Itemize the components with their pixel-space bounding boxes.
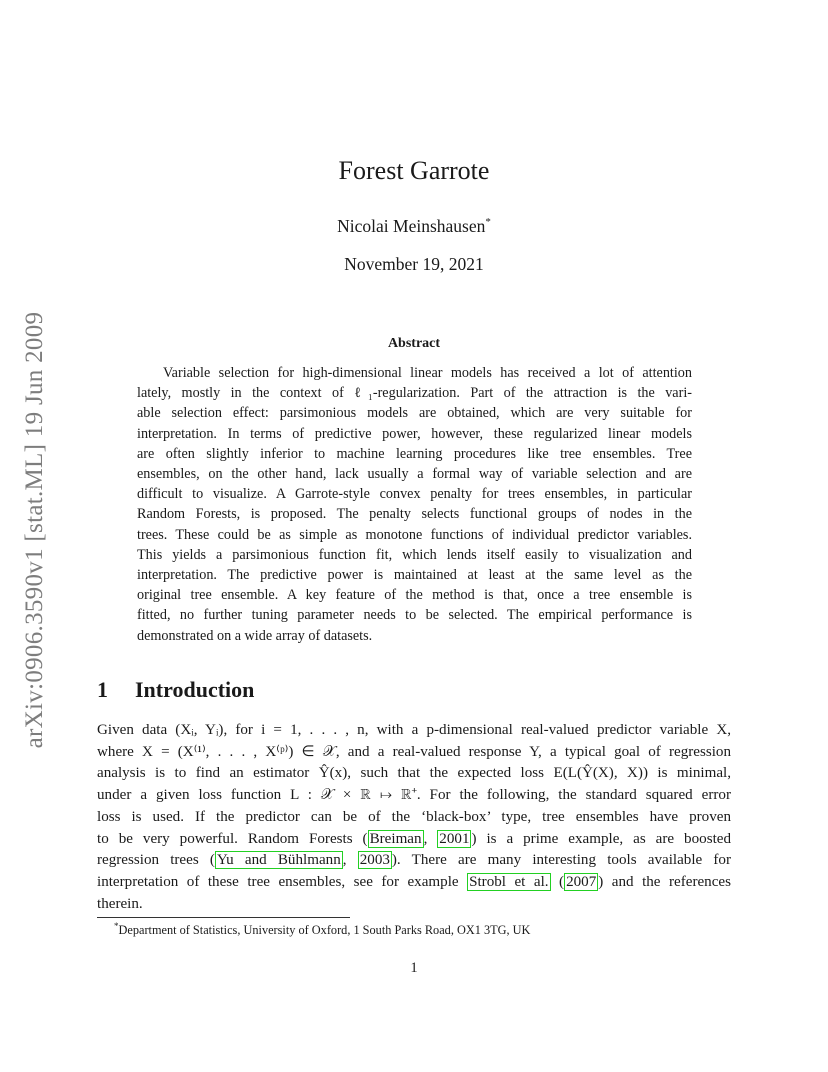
text-span: , <box>342 852 358 869</box>
abstract-line: ensembles, on the other hand, lack usually a formal way of variable selection and are <box>137 466 692 483</box>
text-span: , <box>423 830 438 847</box>
author-name: Nicolai Meinshausen <box>337 216 486 236</box>
citation-link-strobl[interactable]: Strobl et al. <box>469 873 549 890</box>
intro-line <box>97 829 731 851</box>
abstract-line: trees. These could be as simple as monotone functions of individual predictor variables. <box>137 526 692 543</box>
footnote <box>114 921 530 938</box>
abstract-line: Variable selection for high-dimensional linear models has received a lot of attention <box>163 365 692 381</box>
text-span: to be very powerful. Random Forests ( <box>97 830 368 847</box>
abstract-line: interpretation. The predictive power is maintained at least at the same level as the <box>137 567 692 584</box>
intro-line <box>97 872 731 894</box>
citation-year-link-2001[interactable]: 2001 <box>439 830 470 847</box>
paper-title: Forest Garrote <box>338 156 490 185</box>
text-span: regression trees ( <box>97 852 215 869</box>
abstract-line: original tree ensemble. A key feature of the method is that, once a tree ensemble is <box>137 587 692 604</box>
citation-link-yu-buhlmann[interactable]: Yu and Bühlmann <box>216 852 341 869</box>
text-span: ( <box>550 873 565 890</box>
intro-line: under a given loss function L : 𝒳 × ℝ ↦ ℝ⁺. For the following, the standard squared error <box>97 787 731 804</box>
abstract-line: Random Forests, is proposed. The penalty selects functional groups of nodes in the <box>137 506 692 523</box>
abstract-line: This yields a parsimonious function fit, which lends itself easily to visualization and <box>137 546 692 563</box>
abstract-line: interpretation. In terms of predictive power, however, these regularized linear models <box>137 425 692 442</box>
citation-year-link-2003[interactable]: 2003 <box>359 852 390 869</box>
abstract-line: fitted, no further tuning parameter needs to be selected. The empirical performance is <box>137 607 692 624</box>
intro-line: Given data (Xᵢ, Yᵢ), for i = 1, . . . , n, with a p-dimensional real-valued predictor variable X, <box>97 722 731 738</box>
section-number: 1 <box>97 677 108 702</box>
abstract-heading: Abstract <box>387 336 441 351</box>
intro-line <box>97 850 731 872</box>
footnote-mark: * <box>114 921 119 931</box>
abstract-line: lately, mostly in the context of ℓ₁-regularization. Part of the attraction is the vari- <box>137 385 692 402</box>
section-heading <box>97 677 254 703</box>
footnote-text: Department of Statistics, University of Oxford, 1 South Parks Road, OX1 3TG, UK <box>118 923 531 938</box>
abstract-line: able selection effect: parsimonious models are obtained, which are very suitable for <box>137 405 692 422</box>
introduction-body <box>97 720 731 915</box>
section-title: Introduction <box>135 677 255 702</box>
intro-line: loss is used. If the predictor can be of the ‘black-box’ type, tree ensembles have proven <box>97 808 731 825</box>
author-footnote-mark: * <box>485 216 491 229</box>
intro-line: analysis is to find an estimator Ŷ(x), such that the expected loss E(L(Ŷ(X), X)) is minimal, <box>97 765 731 782</box>
abstract-body <box>137 363 692 646</box>
author-line <box>0 216 828 237</box>
abstract-line: demonstrated on a wide array of datasets. <box>137 627 373 644</box>
intro-line: where X = (X⁽¹⁾, . . . , X⁽ᵖ⁾) ∈ 𝒳, and a real-valued response Y, a typical goal of regression <box>97 743 731 760</box>
abstract-line: are often slightly inferior to machine learning procedures like tree ensembles. Tree <box>137 445 692 462</box>
paper-date: November 19, 2021 <box>344 254 484 274</box>
text-span: ) and the references <box>598 873 731 890</box>
footnote-divider <box>97 917 350 918</box>
citation-link-breiman[interactable]: Breiman <box>369 830 422 847</box>
page-number: 1 <box>410 960 418 976</box>
arxiv-sidebar <box>10 290 60 770</box>
text-span: interpretation of these tree ensembles, see for example <box>97 873 468 890</box>
text-span: ). There are many interesting tools available for <box>391 852 731 869</box>
abstract-line: difficult to visualize. A Garrote-style convex penalty for trees ensembles, in particular <box>137 486 692 503</box>
arxiv-stamp: arXiv:0906.3590v1 [stat.ML] 19 Jun 2009 <box>21 311 48 749</box>
intro-line: therein. <box>97 895 143 912</box>
citation-year-link-2007[interactable]: 2007 <box>566 873 597 890</box>
text-span: ) is a prime example, as are boosted <box>471 830 732 847</box>
